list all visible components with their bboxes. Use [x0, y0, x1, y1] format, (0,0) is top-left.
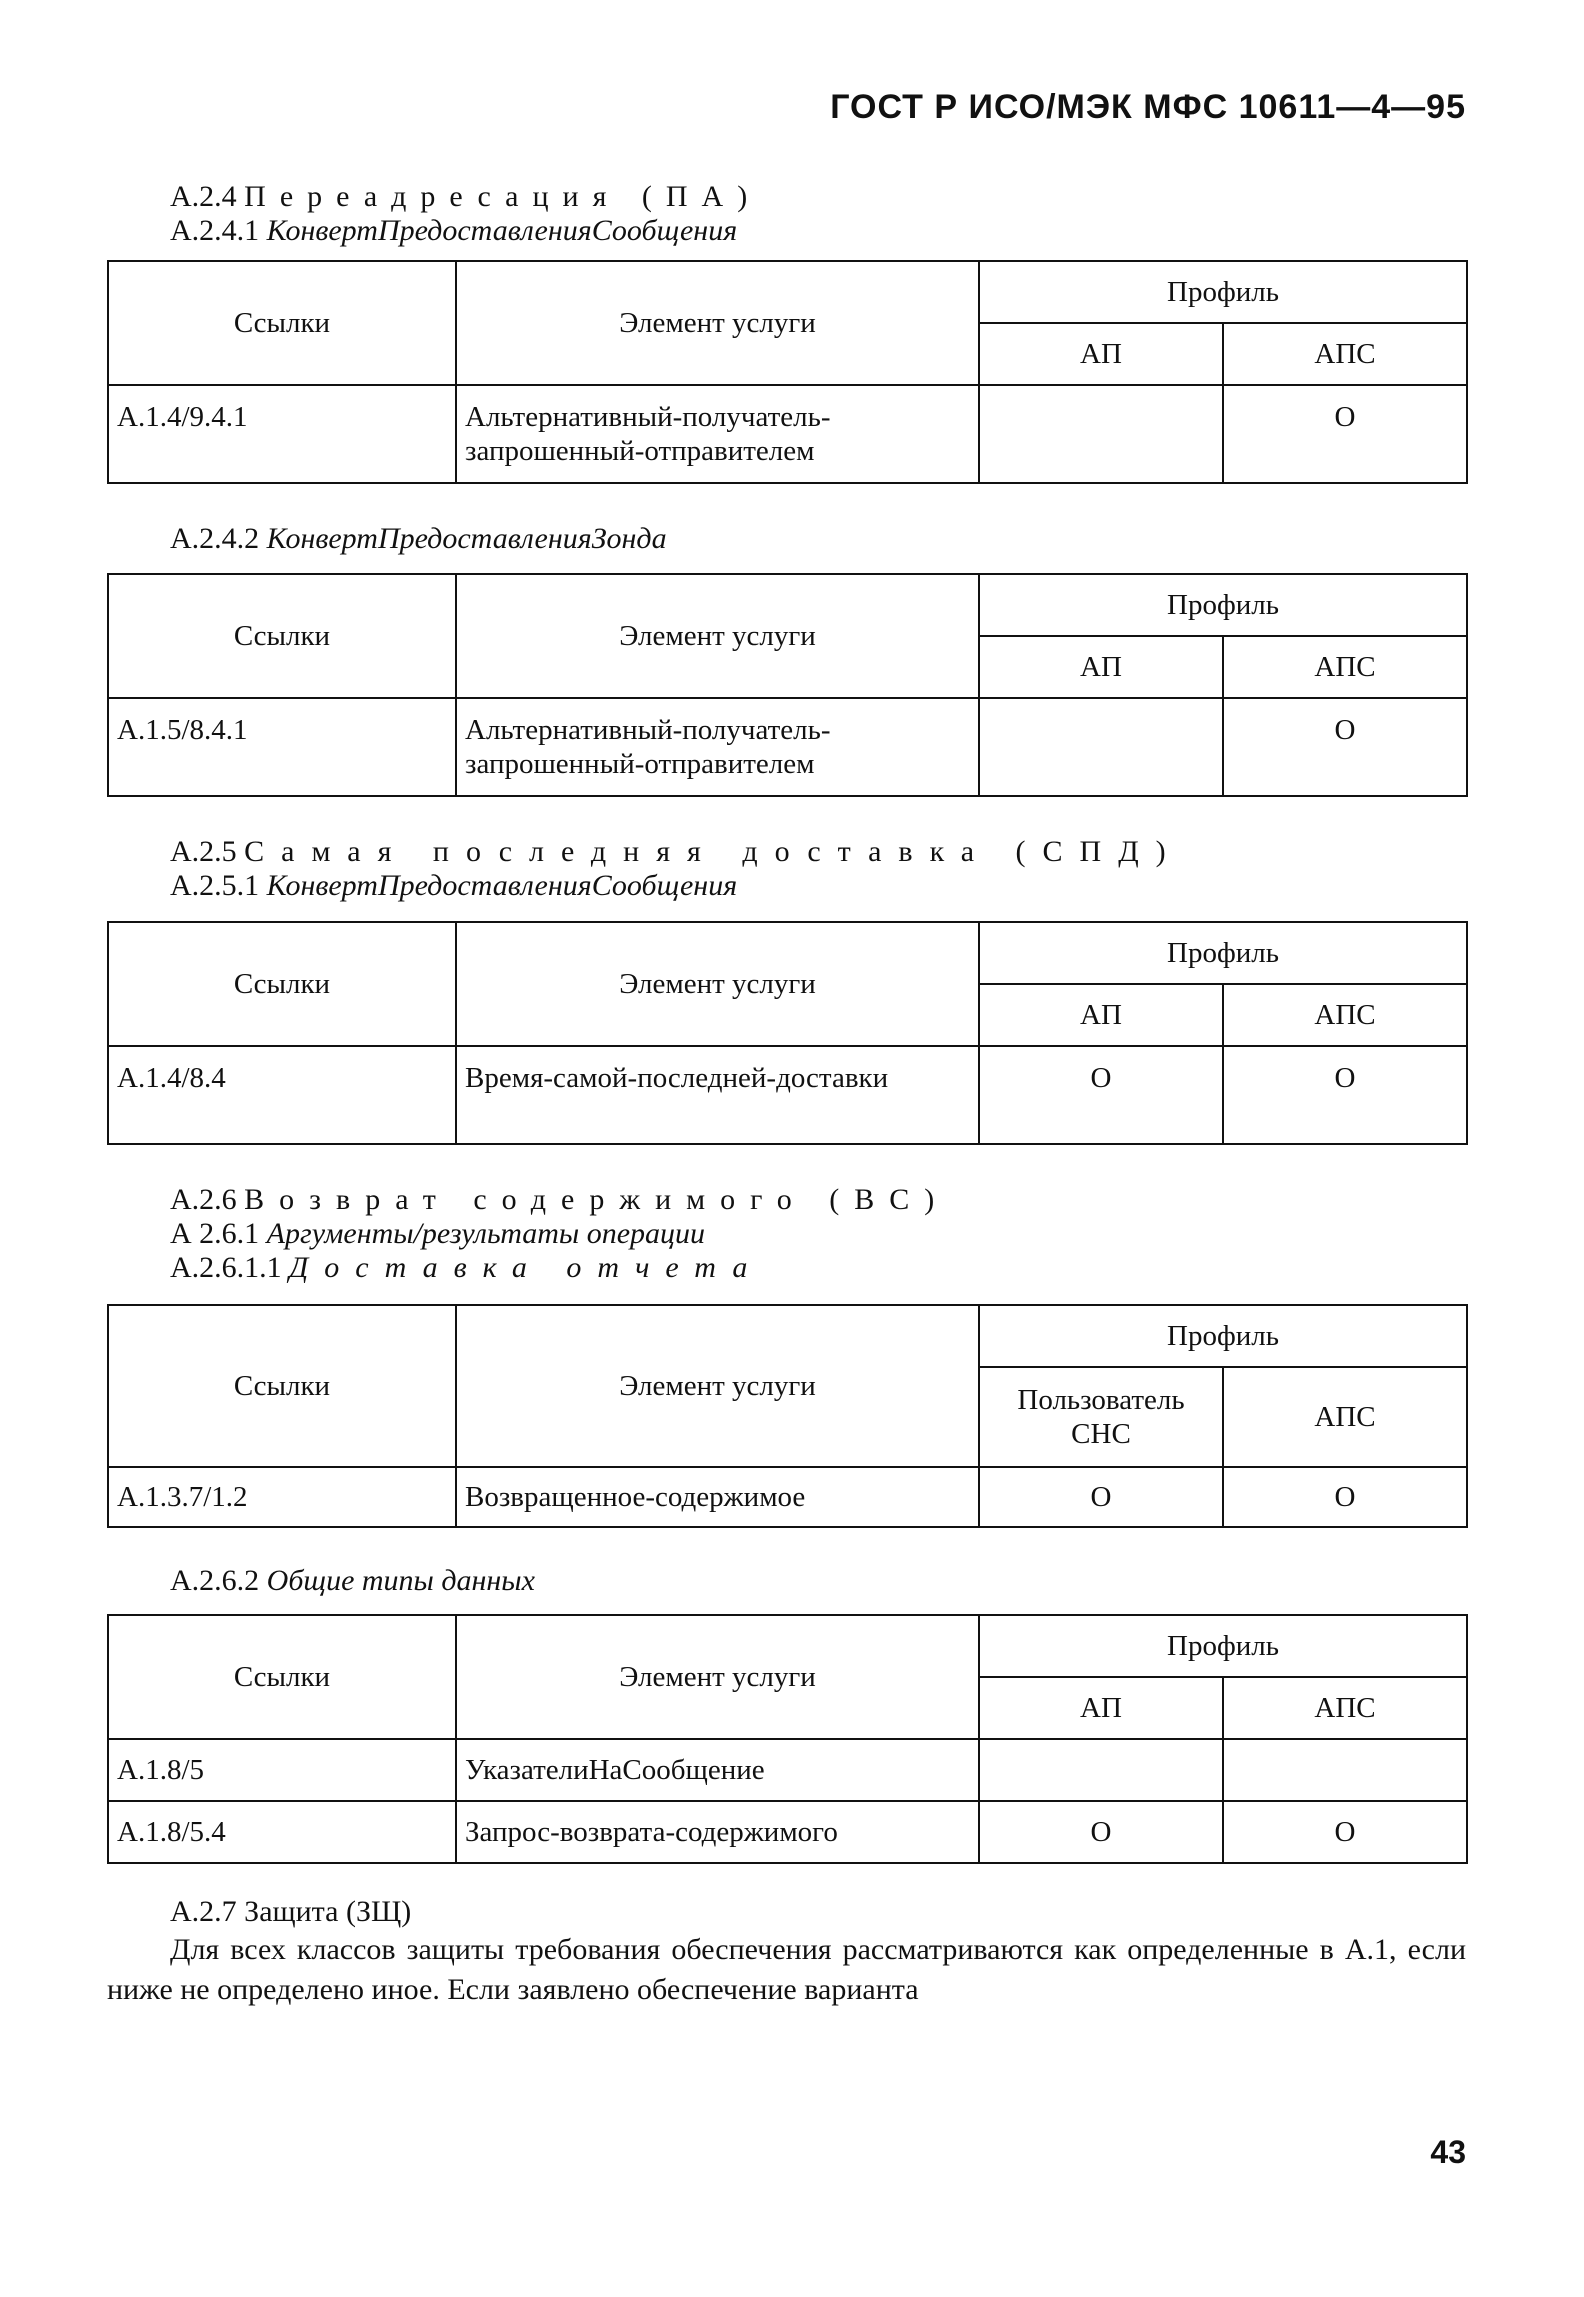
element-cell: Запрос-возврата-содержимого	[456, 1801, 979, 1863]
document-header: ГОСТ Р ИСО/МЭК МФС 10611—4—95	[830, 88, 1466, 126]
subsection-heading	[170, 1564, 535, 1598]
table-row	[108, 698, 1467, 796]
header-ap: АП	[979, 984, 1223, 1046]
header-aps: АПС	[1223, 1367, 1467, 1467]
header-element: Элемент услуги	[456, 261, 979, 385]
header-user-sns: Пользователь СНС	[979, 1367, 1223, 1467]
paragraph-text: Для всех классов защиты требования обеспечения рассматриваются как определенные в А.1, если ниже не определено иное. Если заявлено обеспечение варианта	[107, 1933, 1466, 2006]
profile-table-5	[107, 1614, 1468, 1864]
header-refs: Ссылки	[108, 1305, 456, 1467]
header-element: Элемент услуги	[456, 922, 979, 1046]
profile-table-1	[107, 260, 1468, 484]
ap-cell	[979, 1739, 1223, 1801]
section-title: Переадресация (ПА)	[244, 180, 762, 213]
ref-cell: А.1.3.7/1.2	[108, 1467, 456, 1527]
body-paragraph	[107, 1930, 1466, 2010]
element-cell: Альтернативный-получатель-запрошенный-отправителем	[456, 698, 979, 796]
user-sns-cell: О	[979, 1467, 1223, 1527]
header-profile: Профиль	[979, 1305, 1467, 1367]
subsection-number: А.2.4.1	[170, 214, 260, 247]
profile-table-4	[107, 1304, 1468, 1528]
subsection-title: КонвертПредоставленияЗонда	[266, 522, 667, 555]
subsection-title: Аргументы/результаты операции	[266, 1217, 706, 1250]
ref-cell: А.1.8/5.4	[108, 1801, 456, 1863]
subsection-heading	[170, 214, 737, 248]
ref-cell: А.1.5/8.4.1	[108, 698, 456, 796]
ap-cell	[979, 698, 1223, 796]
header-aps: АПС	[1223, 636, 1467, 698]
header-ap: АП	[979, 636, 1223, 698]
aps-cell: О	[1223, 385, 1467, 483]
subsection-number: А.2.6.1.1	[170, 1251, 282, 1284]
header-profile: Профиль	[979, 261, 1467, 323]
section-number: А.2.4	[170, 180, 237, 213]
subsection-number: А.2.6.2	[170, 1564, 260, 1597]
ap-cell: О	[979, 1046, 1223, 1144]
header-refs: Ссылки	[108, 261, 456, 385]
aps-cell	[1223, 1739, 1467, 1801]
header-profile: Профиль	[979, 1615, 1467, 1677]
aps-cell: О	[1223, 1046, 1467, 1144]
header-profile: Профиль	[979, 922, 1467, 984]
section-title: Самая последняя доставка (СПД)	[244, 835, 1183, 868]
subsection-heading	[170, 1217, 705, 1251]
ref-cell: А.1.8/5	[108, 1739, 456, 1801]
element-cell: Возвращенное-содержимое	[456, 1467, 979, 1527]
profile-table-3	[107, 921, 1468, 1145]
section-number: А.2.5	[170, 835, 237, 868]
subsection-number: А.2.5.1	[170, 869, 260, 902]
header-profile: Профиль	[979, 574, 1467, 636]
subsection-title: Доставка отчета	[289, 1251, 764, 1284]
ref-cell: А.1.4/8.4	[108, 1046, 456, 1144]
element-cell: Время-самой-последней-доставки	[456, 1046, 979, 1144]
subsection-number: А 2.6.1	[170, 1217, 260, 1250]
subsection-heading	[170, 522, 667, 556]
header-ap: АП	[979, 1677, 1223, 1739]
header-refs: Ссылки	[108, 1615, 456, 1739]
subsection-title: Общие типы данных	[266, 1564, 535, 1597]
aps-cell: О	[1223, 698, 1467, 796]
header-aps: АПС	[1223, 1677, 1467, 1739]
ap-cell	[979, 385, 1223, 483]
element-cell: Альтернативный-получатель-запрошенный-отправителем	[456, 385, 979, 483]
header-aps: АПС	[1223, 984, 1467, 1046]
subsection-heading	[170, 869, 737, 903]
header-element: Элемент услуги	[456, 1615, 979, 1739]
table-row	[108, 1467, 1467, 1527]
section-number: А.2.6	[170, 1183, 237, 1216]
page-number: 43	[1430, 2134, 1466, 2170]
table-row	[108, 385, 1467, 483]
subsection-title: КонвертПредоставленияСообщения	[266, 869, 738, 902]
section-heading	[170, 835, 1183, 869]
section-title: Возврат содержимого (ВС)	[244, 1183, 950, 1216]
table-row	[108, 1739, 1467, 1801]
header-element: Элемент услуги	[456, 1305, 979, 1467]
subsection-number: А.2.4.2	[170, 522, 260, 555]
header-refs: Ссылки	[108, 922, 456, 1046]
header-aps: АПС	[1223, 323, 1467, 385]
subsection-title: КонвертПредоставленияСообщения	[266, 214, 738, 247]
section-heading: А.2.7 Защита (ЗЩ)	[170, 1895, 412, 1928]
section-heading	[170, 180, 761, 214]
header-ap: АП	[979, 323, 1223, 385]
table-row	[108, 1046, 1467, 1144]
ref-cell: А.1.4/9.4.1	[108, 385, 456, 483]
header-refs: Ссылки	[108, 574, 456, 698]
aps-cell: О	[1223, 1801, 1467, 1863]
element-cell: УказателиНаСообщение	[456, 1739, 979, 1801]
subsection-heading	[170, 1251, 763, 1285]
aps-cell: О	[1223, 1467, 1467, 1527]
table-row	[108, 1801, 1467, 1863]
profile-table-2	[107, 573, 1468, 797]
header-element: Элемент услуги	[456, 574, 979, 698]
section-heading	[170, 1183, 949, 1217]
ap-cell: О	[979, 1801, 1223, 1863]
